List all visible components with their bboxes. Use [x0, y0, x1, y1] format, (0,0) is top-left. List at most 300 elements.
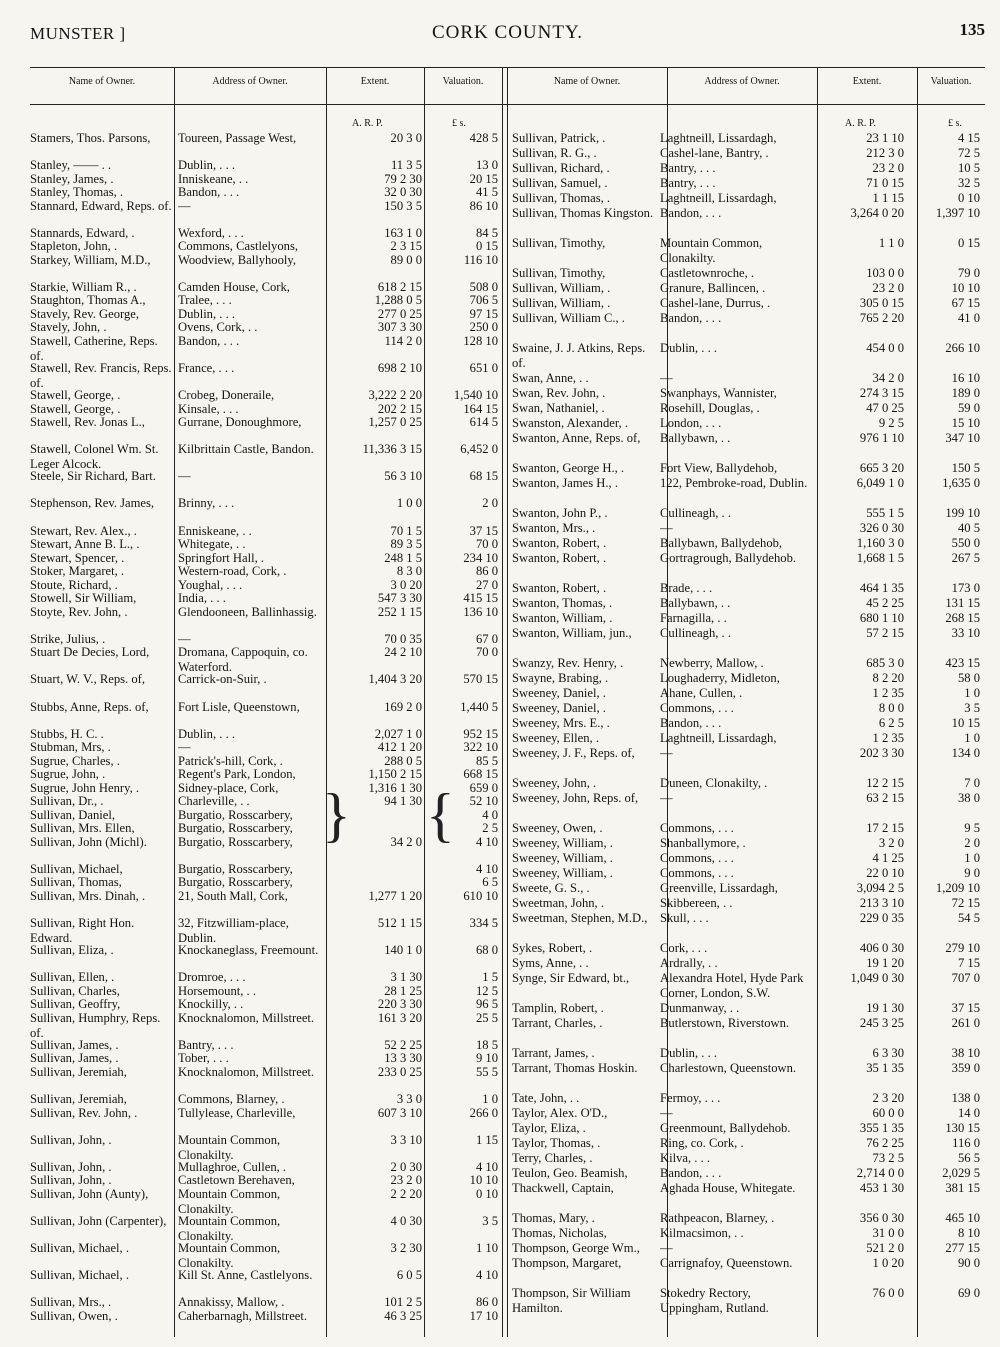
owner-address: Bandon, . . .: [660, 1166, 722, 1180]
extent: 454 0 0: [866, 341, 904, 355]
table-row: [30, 253, 500, 280]
extent: 17 2 15: [866, 821, 904, 835]
table-row: [512, 296, 982, 311]
table-row: [512, 971, 982, 1001]
owner-address: Burgatio, Rosscarbery,: [178, 807, 293, 822]
table-row: [512, 1091, 982, 1106]
valuation: 85 5: [475, 753, 498, 768]
table-row: [512, 161, 982, 176]
owner-name: Sullivan, Michael, .: [30, 1240, 129, 1255]
extent: 3 0 20: [390, 577, 422, 592]
valuation: 134 0: [951, 746, 980, 760]
table-row: [512, 236, 982, 266]
owner-name: Swanton, William, jun.,: [512, 626, 632, 640]
table-row: [30, 1065, 500, 1092]
owner-address: London, . . .: [660, 416, 722, 430]
valuation: 199 10: [945, 506, 980, 520]
owner-name: Sullivan, John, .: [30, 1132, 112, 1147]
owner-name: Sweeney, William, .: [512, 866, 613, 880]
extent: 202 3 30: [859, 746, 904, 760]
table-row: [30, 415, 500, 442]
owner-name: Sullivan, Michael, .: [30, 1268, 129, 1282]
extent: 288 0 5: [384, 753, 422, 768]
col-header-extent: Extent.: [852, 76, 882, 87]
owner-address: —: [660, 791, 673, 805]
extent: 23 2 0: [872, 281, 904, 295]
owner-name: Sweeney, John, Reps. of,: [512, 791, 639, 805]
table-row: [512, 461, 982, 476]
valuation: 55 5: [475, 1064, 498, 1079]
table-row: [30, 916, 500, 946]
table-row: [30, 320, 500, 334]
owner-address: Bandon, . . .: [178, 185, 240, 200]
owner-address: Bandon, . . .: [660, 206, 722, 220]
extent: 1 0 20: [872, 1256, 904, 1270]
owner-address: Springfort Hall, .: [178, 550, 265, 565]
owner-name: Swanton, Mrs., .: [512, 521, 596, 535]
valuation: 116 10: [463, 252, 498, 267]
owner-name: Sullivan, Owen, .: [30, 1308, 118, 1323]
table-row: [512, 866, 982, 881]
table-row: [512, 656, 982, 671]
owner-name: Sullivan, Jeremiah,: [30, 1092, 127, 1107]
valuation: 38 10: [951, 1046, 980, 1060]
extent: 6 0 5: [396, 1268, 422, 1282]
valuation: 1 0: [964, 851, 980, 865]
valuation: 508 0: [469, 279, 498, 294]
owner-address: Kilmacsimon, . .: [660, 1226, 744, 1240]
valuation: 0 10: [475, 1186, 498, 1201]
extent: 79 2 30: [384, 171, 422, 186]
table-row: [512, 476, 982, 506]
owner-address: Mountain Common, Clonakilty.: [178, 1240, 281, 1270]
extent: 35 1 35: [866, 1061, 904, 1075]
extent: 73 2 5: [872, 1151, 904, 1165]
owner-address: Greenville, Lissardagh,: [660, 881, 778, 895]
table-row: [512, 1241, 982, 1256]
valuation: 25 5: [475, 1010, 498, 1025]
owner-name: Taylor, Alex. O'D.,: [512, 1106, 608, 1120]
owner-address: Dunmanway, . .: [660, 1001, 740, 1015]
valuation: 56 5: [957, 1151, 980, 1165]
valuation: 651 0: [469, 361, 498, 376]
owner-address: Dublin, . . .: [178, 306, 236, 321]
valuation: 610 10: [463, 888, 498, 903]
table-row: [30, 1011, 500, 1038]
extent: 555 1 5: [866, 506, 904, 520]
extent: 34 2 0: [390, 834, 422, 849]
table-row: [30, 1106, 500, 1133]
owner-address: Burgatio, Rosscarbery,: [178, 821, 293, 836]
valuation: 67 15: [951, 296, 980, 310]
right-table: [512, 131, 982, 1316]
owner-name: Sweeney, John, .: [512, 776, 597, 790]
owner-name: Sweeney, Daniel, .: [512, 701, 606, 715]
owner-address: Bantry, . . .: [178, 1037, 234, 1052]
valuation: 10 10: [951, 281, 980, 295]
owner-address: Gurrane, Donoughmore,: [178, 415, 302, 430]
extent: 213 3 10: [859, 896, 904, 910]
extent: 1,160 3 0: [856, 536, 904, 550]
extent: 12 2 15: [866, 776, 904, 790]
owner-name: Swanston, Alexander, .: [512, 416, 628, 430]
table-row: [512, 176, 982, 191]
units-valuation: £ s.: [948, 118, 962, 129]
extent: 245 3 25: [859, 1016, 904, 1030]
owner-name: Sullivan, John, .: [30, 1159, 112, 1174]
table-row: [30, 442, 500, 472]
extent: 355 1 35: [859, 1121, 904, 1135]
valuation: 164 15: [463, 401, 498, 416]
table-row: [30, 875, 500, 889]
extent: 1 0 0: [396, 496, 422, 511]
owner-address: Tralee, . . .: [178, 293, 232, 308]
owner-address: Aghada House, Whitegate.: [660, 1181, 796, 1195]
table-row: [30, 1160, 500, 1174]
owner-name: Sullivan, William C., .: [512, 311, 625, 325]
owner-name: Swanton, Robert, .: [512, 536, 607, 550]
table-row: [30, 185, 500, 199]
table-row: [512, 341, 982, 371]
valuation: 614 5: [469, 415, 498, 430]
owner-name: Stawell, George, .: [30, 388, 121, 403]
owner-address: Burgatio, Rosscarbery,: [178, 834, 293, 849]
extent: 3 1 30: [390, 970, 422, 985]
table-row: [30, 1309, 500, 1336]
extent: 23 1 10: [866, 131, 904, 145]
valuation: 2 0: [482, 496, 498, 511]
owner-name: Sullivan, Thomas, .: [512, 191, 611, 205]
valuation: 570 15: [463, 672, 498, 687]
valuation: 347 10: [945, 431, 980, 445]
owner-address: Castletownroche, .: [660, 266, 755, 280]
owner-name: Sullivan, Right Hon. Edward.: [30, 916, 135, 946]
table-row: [512, 896, 982, 911]
table-row: [30, 172, 500, 186]
valuation: 189 0: [951, 386, 980, 400]
table-row: [30, 889, 500, 916]
valuation: 550 0: [951, 536, 980, 550]
owner-address: Castletown Berehaven,: [178, 1173, 295, 1188]
valuation: 33 10: [951, 626, 980, 640]
extent: 70 0 35: [384, 631, 422, 646]
owner-address: Crobeg, Doneraile,: [178, 388, 275, 403]
table-row: [30, 984, 500, 998]
owner-address: Fort View, Ballydehob,: [660, 461, 778, 475]
owner-name: Sullivan, Thomas Kingston.: [512, 206, 654, 220]
owner-name: Swanton, Robert, .: [512, 551, 607, 565]
valuation: 128 10: [463, 334, 498, 349]
extent: 2 3 20: [872, 1091, 904, 1105]
valuation: 14 0: [957, 1106, 980, 1120]
valuation: 86 0: [475, 564, 498, 579]
table-row: [512, 281, 982, 296]
owner-name: Stewart, Rev. Alex., .: [30, 523, 137, 538]
valuation: 136 10: [463, 604, 498, 619]
owner-address: Enniskeane, . .: [178, 523, 252, 538]
table-row: [512, 416, 982, 431]
owner-name: Stewart, Anne B. L., .: [30, 537, 140, 552]
valuation: 415 15: [463, 591, 498, 606]
valuation: 12 5: [475, 983, 498, 998]
extent: 1 2 35: [872, 731, 904, 745]
owner-name: Tate, John, . .: [512, 1091, 580, 1105]
table-row: [512, 686, 982, 701]
extent: 13 3 30: [384, 1051, 422, 1066]
table-row: [512, 191, 982, 206]
extent: 3 2 0: [878, 836, 904, 850]
owner-address: Fort Lisle, Queenstown,: [178, 699, 300, 714]
table-row: [30, 551, 500, 565]
extent: 60 0 0: [872, 1106, 904, 1120]
owner-address: Fermoy, . . .: [660, 1091, 721, 1105]
valuation: 381 15: [945, 1181, 980, 1195]
owner-name: Sullivan, Dr., .: [30, 794, 104, 809]
owner-address: Commons, Castlelyons,: [178, 239, 298, 254]
owner-name: Stubbs, H. C. .: [30, 726, 104, 741]
valuation: 359 0: [951, 1061, 980, 1075]
extent: 46 3 25: [384, 1308, 422, 1323]
owner-name: Sullivan, Geoffry,: [30, 997, 121, 1012]
extent: 2,714 0 0: [856, 1166, 904, 1180]
owner-address: Commons, . . .: [660, 821, 734, 835]
owner-name: Sullivan, Charles,: [30, 983, 120, 998]
valuation: 4 15: [957, 131, 980, 145]
table-row: [30, 862, 500, 876]
extent: 6 3 30: [872, 1046, 904, 1060]
valuation: 86 10: [469, 198, 498, 213]
col-divider: [507, 67, 508, 1337]
valuation: 131 15: [945, 596, 980, 610]
owner-address: Swanphays, Wannister,: [660, 386, 777, 400]
valuation: 279 10: [945, 941, 980, 955]
table-row: [30, 226, 500, 240]
extent: 2 0 30: [390, 1159, 422, 1174]
owner-address: Mountain Common, Clonakilty.: [178, 1186, 281, 1216]
table-row: [30, 740, 500, 754]
table-row: [512, 131, 982, 146]
owner-name: Stuart, W. V., Reps. of,: [30, 672, 145, 687]
table-row: [30, 1187, 500, 1214]
table-row: [30, 1214, 500, 1241]
owner-name: Sullivan, R. G., .: [512, 146, 597, 160]
valuation: 10 10: [469, 1173, 498, 1188]
table-row: [512, 626, 982, 656]
table-row: [30, 1241, 500, 1268]
owner-name: Sweeney, Daniel, .: [512, 686, 606, 700]
owner-name: Sweeney, J. F., Reps. of,: [512, 746, 635, 760]
extent: 212 3 0: [866, 146, 904, 160]
page-number: 135: [959, 20, 985, 39]
table-row: [512, 911, 982, 941]
table-row: [30, 1092, 500, 1106]
owner-address: Ballybawn, Ballydehob,: [660, 536, 783, 550]
owner-name: Sullivan, John (Michl).: [30, 834, 147, 849]
extent: 233 0 25: [377, 1064, 422, 1079]
owner-address: —: [660, 371, 673, 385]
valuation: 1 15: [475, 1132, 498, 1147]
extent: 453 1 30: [859, 1181, 904, 1195]
table-row: [30, 1133, 500, 1160]
extent: 4 1 25: [872, 851, 904, 865]
owner-address: Cork, . . .: [660, 941, 708, 955]
extent: 23 2 0: [872, 161, 904, 175]
owner-address: Loughaderry, Midleton,: [660, 671, 780, 685]
extent: 252 1 15: [377, 604, 422, 619]
extent: 698 2 10: [377, 361, 422, 376]
owner-address: Carrignafoy, Queenstown.: [660, 1256, 793, 1270]
owner-name: Thomas, Nicholas,: [512, 1226, 607, 1240]
table-row: [30, 943, 500, 970]
valuation: 706 5: [469, 293, 498, 308]
owner-address: Sidney-place, Cork,: [178, 780, 279, 795]
owner-name: Starkie, William R., .: [30, 279, 137, 294]
extent: 11 3 5: [390, 158, 422, 173]
owner-name: Sweetman, Stephen, M.D.,: [512, 911, 648, 925]
col-header-valuation: Valuation.: [930, 76, 972, 87]
table-row: [30, 997, 500, 1011]
owner-address: Ballybawn, . .: [660, 596, 731, 610]
owner-name: Sullivan, Mrs., .: [30, 1295, 112, 1310]
table-row: [30, 280, 500, 294]
valuation: 16 10: [951, 371, 980, 385]
table-row: [30, 1173, 500, 1187]
extent: 103 0 0: [866, 266, 904, 280]
valuation: 41 5: [475, 185, 498, 200]
extent: 94 1 30: [384, 794, 422, 809]
owner-name: Sweeney, Mrs. E., .: [512, 716, 610, 730]
extent: 3,094 2 5: [856, 881, 904, 895]
valuation: 322 10: [463, 740, 498, 755]
owner-address: Ovens, Cork, . .: [178, 320, 258, 335]
table-row: [512, 836, 982, 851]
valuation: 67 0: [475, 631, 498, 646]
valuation: 3 5: [482, 1213, 498, 1228]
extent: 326 0 30: [859, 521, 904, 535]
owner-name: Sweete, G. S., .: [512, 881, 590, 895]
extent: 680 1 10: [859, 611, 904, 625]
owner-address: Glendooneen, Ballinhassig.: [178, 604, 317, 619]
valuation: 70 0: [475, 537, 498, 552]
extent: 6,049 1 0: [856, 476, 904, 490]
extent: 765 2 20: [859, 311, 904, 325]
valuation: 267 5: [951, 551, 980, 565]
owner-name: Sullivan, Thomas,: [30, 875, 122, 890]
owner-address: Brinny, . . .: [178, 496, 235, 511]
owner-name: Sugrue, John Henry, .: [30, 780, 140, 795]
owner-name: Stavely, John, .: [30, 320, 107, 335]
table-row: [512, 956, 982, 971]
extent: 618 2 15: [377, 279, 422, 294]
table-row: [512, 1136, 982, 1151]
valuation: 68 15: [469, 469, 498, 484]
owner-name: Stanley, —— . .: [30, 158, 112, 173]
table-row: [30, 361, 500, 391]
owner-address: Butlerstown, Riverstown.: [660, 1016, 790, 1030]
owner-name: Sweeney, William, .: [512, 851, 613, 865]
valuation: 32 5: [957, 176, 980, 190]
extent: 1,288 0 5: [374, 293, 422, 308]
owner-name: Starkey, William, M.D.,: [30, 252, 151, 267]
valuation: 4 10: [475, 1159, 498, 1174]
owner-address: Mullaghroe, Cullen, .: [178, 1159, 287, 1174]
owner-name: Sullivan, John (Aunty),: [30, 1186, 149, 1201]
extent: 63 2 15: [866, 791, 904, 805]
extent: 11,336 3 15: [362, 442, 422, 457]
owner-address: Knockaneglass, Freemount.: [178, 943, 319, 958]
owner-address: Mountain Common, Clonakilty.: [660, 236, 763, 265]
owner-address: Commons, . . .: [660, 701, 734, 715]
extent: 3 3 10: [390, 1132, 422, 1147]
valuation: 1,440 5: [460, 699, 498, 714]
owner-address: —: [178, 198, 191, 213]
table-row: [30, 754, 500, 768]
valuation: 4 0: [482, 807, 498, 822]
table-row: [30, 672, 500, 699]
valuation: 0 15: [475, 239, 498, 254]
valuation: 37 15: [951, 1001, 980, 1015]
table-row: [30, 469, 500, 496]
owner-name: Sullivan, William, .: [512, 296, 611, 310]
extent: 1 2 35: [872, 686, 904, 700]
province-label: MUNSTER ]: [30, 24, 126, 43]
valuation: 20 15: [469, 171, 498, 186]
valuation: 69 0: [957, 1286, 980, 1300]
extent: 277 0 25: [377, 306, 422, 321]
owner-name: Sullivan, Michael,: [30, 861, 123, 876]
valuation: 2,029 5: [942, 1166, 980, 1180]
owner-name: Stewart, Spencer, .: [30, 550, 125, 565]
valuation: 84 5: [475, 225, 498, 240]
owner-name: Swanton, William, .: [512, 611, 613, 625]
valuation: 659 0: [469, 780, 498, 795]
valuation: 7 15: [957, 956, 980, 970]
extent: 3 2 30: [390, 1240, 422, 1255]
valuation: 277 15: [945, 1241, 980, 1255]
owner-address: Laghtneill, Lissardagh,: [660, 731, 777, 745]
owner-address: Stokedry Rectory, Uppingham, Rutland.: [660, 1286, 769, 1315]
owner-name: Tarrant, James, .: [512, 1046, 595, 1060]
owner-address: Ahane, Cullen, .: [660, 686, 743, 700]
owner-name: Swaine, J. J. Atkins, Reps. of.: [512, 341, 646, 370]
owner-name: Stawell, Catherine, Reps. of.: [30, 334, 158, 364]
owner-address: Youghal, . . .: [178, 577, 243, 592]
table-row: [512, 1061, 982, 1091]
owner-name: Swanton, Thomas, .: [512, 596, 613, 610]
valuation: 96 5: [475, 997, 498, 1012]
table-row: [30, 402, 500, 416]
table-row: [30, 1268, 500, 1295]
owner-name: Syms, Anne, . .: [512, 956, 589, 970]
table-row: [512, 371, 982, 386]
owner-name: Taylor, Thomas, .: [512, 1136, 601, 1150]
extent: 305 0 15: [859, 296, 904, 310]
extent: 140 1 0: [384, 943, 422, 958]
valuation: 465 10: [945, 1211, 980, 1225]
valuation: 1,209 10: [935, 881, 980, 895]
col-header-valuation: Valuation.: [442, 76, 484, 87]
owner-address: Commons, . . .: [660, 851, 734, 865]
extent: 8 0 0: [878, 701, 904, 715]
owner-address: —: [178, 740, 191, 755]
valuation: 8 10: [957, 1226, 980, 1240]
table-row: [512, 521, 982, 536]
owner-address: Rathpeacon, Blarney, .: [660, 1211, 775, 1225]
extent: 161 3 20: [377, 1010, 422, 1025]
owner-address: Inniskeane, . .: [178, 171, 249, 186]
valuation: 68 0: [475, 943, 498, 958]
owner-address: Greenmount, Ballydehob.: [660, 1121, 791, 1135]
